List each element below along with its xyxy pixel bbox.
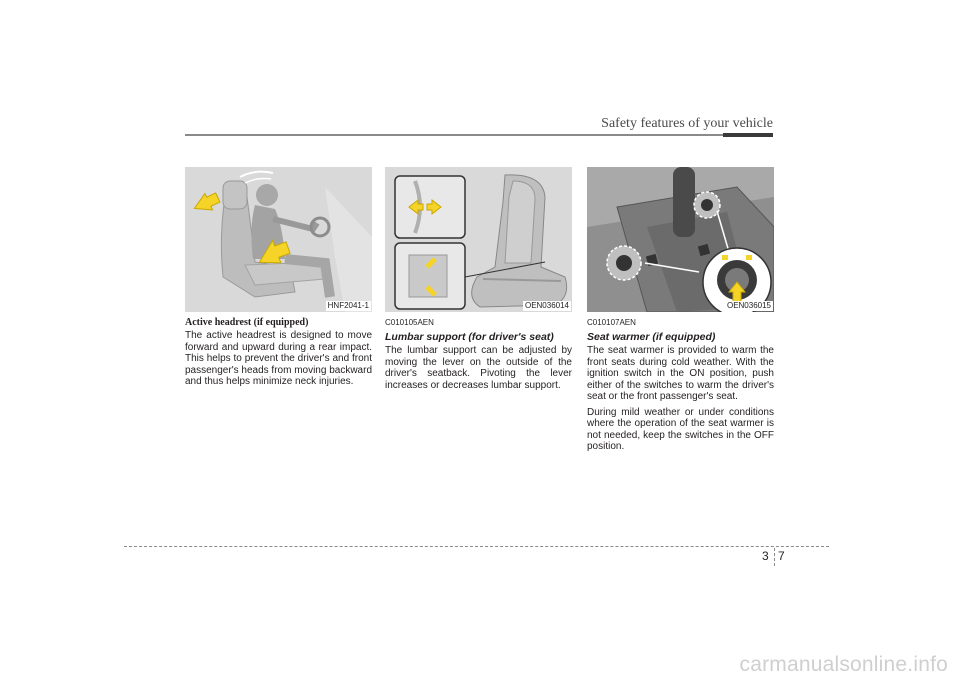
page-number-separator <box>774 548 775 566</box>
document-code: C010107AEN <box>587 318 636 327</box>
figure-code: OEN036014 <box>524 301 569 310</box>
section-paragraph: The active headrest is designed to move forward and upward during a rear impact. This helps to prevent the driver's and front passenger's heads from moving backward and thus helps minimize neck injuries. <box>185 330 373 387</box>
document-code: C010105AEN <box>385 318 434 327</box>
page-number: 7 <box>778 549 785 563</box>
lumbar-support-illustration <box>385 167 572 312</box>
header-rule <box>185 134 773 136</box>
section-paragraph: The seat warmer is provided to warm the front seats during cold weather. With the ignition switch in the ON position, push either of the switches to warm the driver's seat or the front passenger's seat. <box>587 345 774 402</box>
section-active-headrest <box>185 167 372 388</box>
active-headrest-illustration <box>185 167 372 312</box>
section-title: Active headrest (if equipped) <box>185 317 309 328</box>
section-lumbar-support <box>385 167 572 391</box>
section-title: Lumbar support (for driver's seat) <box>385 331 554 343</box>
figure-code: HNF2041-1 <box>327 301 369 310</box>
chapter-number: 3 <box>762 549 769 563</box>
seat-warmer-illustration <box>587 167 774 312</box>
footer-rule <box>124 546 829 547</box>
section-paragraph: During mild weather or under conditions where the operation of the seat warmer is not needed, keep the switches in the OFF position. <box>587 406 774 452</box>
section-title: Seat warmer (if equipped) <box>587 331 716 343</box>
section-seat-warmer <box>587 167 774 453</box>
figure-code: OEN036015 <box>726 301 771 310</box>
header-title: Safety features of your vehicle <box>601 116 773 131</box>
header-rule-accent <box>723 133 773 137</box>
section-paragraph: The lumbar support can be adjusted by moving the lever on the outside of the driver's seatback. Pivoting the lever increases or decreases lumbar support. <box>385 345 572 391</box>
watermark: carmanualsonline.info <box>739 653 948 676</box>
